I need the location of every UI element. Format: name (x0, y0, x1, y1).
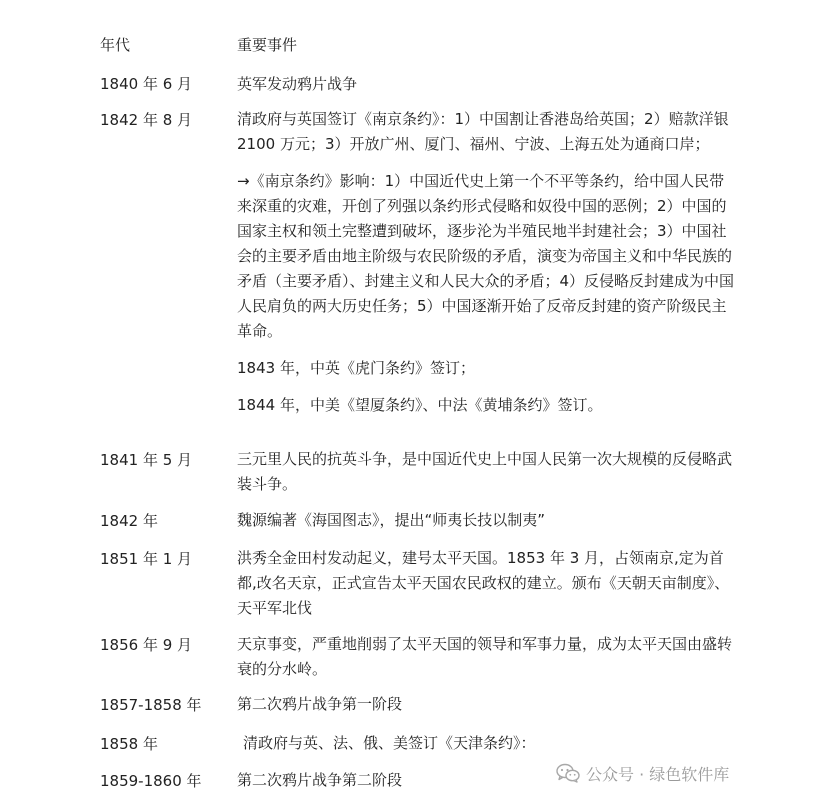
event-paragraph: 洪秀全金田村发动起义，建号太平天国。1853 年 3 月，占领南京,定为首都,改名天京，正式宣告太平天国农民政权的建立。颁布《天朝天亩制度》、天平军北伐 (237, 549, 730, 617)
event-paragraph: 英军发动鸦片战争 (237, 75, 358, 93)
row-year: 1859-1860 年 (100, 772, 202, 790)
event-paragraph: 三元里人民的抗英斗争，是中国近代史上中国人民第一次大规模的反侵略武装斗争。 (237, 450, 733, 493)
row-year: 1856 年 9 月 (100, 636, 193, 654)
event-paragraph: 1843 年，中英《虎门条约》签订； (237, 359, 475, 377)
row-year: 1840 年 6 月 (100, 75, 193, 93)
event-paragraph: 清政府与英、法、俄、美签订《天津条约》： (243, 734, 536, 752)
row-year: 1858 年 (100, 735, 158, 753)
row-event (237, 107, 737, 418)
row-event (237, 71, 737, 97)
row-event (237, 632, 737, 682)
event-paragraph: 魏源编著《海国图志》，提出“师夷长技以制夷” (237, 511, 546, 529)
event-paragraph: 第二次鸦片战争第二阶段 (237, 771, 403, 789)
row-event (237, 508, 737, 533)
event-paragraph: 1844 年，中美《望厦条约》、中法《黄埔条约》签订。 (237, 396, 603, 414)
row-event (237, 692, 737, 717)
header-event-label: 重要事件 (237, 36, 298, 54)
row-year: 1841 年 5 月 (100, 451, 193, 469)
row-year: 1851 年 1 月 (100, 550, 193, 568)
row-year: 1842 年 8 月 (100, 111, 193, 129)
header-year-label: 年代 (100, 36, 131, 54)
row-year: 1842 年 (100, 512, 158, 530)
row-event (243, 731, 743, 756)
watermark (556, 760, 729, 786)
event-paragraph: 清政府与英国签订《南京条约》：1）中国割让香港岛给英国；2）赔款洋银 2100 万元；3）开放广州、厦门、福州、宁波、上海五处为通商口岸； (237, 110, 729, 153)
row-year: 1857-1858 年 (100, 696, 202, 714)
event-paragraph: 第二次鸦片战争第一阶段 (237, 695, 403, 713)
event-paragraph: 天京事变，严重地削弱了太平天国的领导和军事力量，成为太平天国由盛转衰的分水岭。 (237, 635, 733, 678)
row-event (237, 447, 737, 497)
watermark-text: 公众号 · 绿色软件库 (586, 764, 730, 784)
event-paragraph: →《南京条约》影响：1）中国近代史上第一个不平等条约，给中国人民带来深重的灾难，开创了列强以条约形式侵略和奴役中国的恶例；2）中国的国家主权和领土完整遭到破坏，逐步沦为半殖民地半封建社会；3）中国社会的主要矛盾由地主阶级与农民阶级的矛盾，演变为帝国主义和中华民族的矛盾（主要矛盾）、封建主义和人民大众的矛盾；4）反侵略反封建成为中国人民肩负的两大历史任务；5）中国逐渐开始了反帝反封建的资产阶级民主革命。 (237, 172, 735, 340)
row-event (237, 546, 737, 621)
wechat-icon (556, 763, 580, 783)
